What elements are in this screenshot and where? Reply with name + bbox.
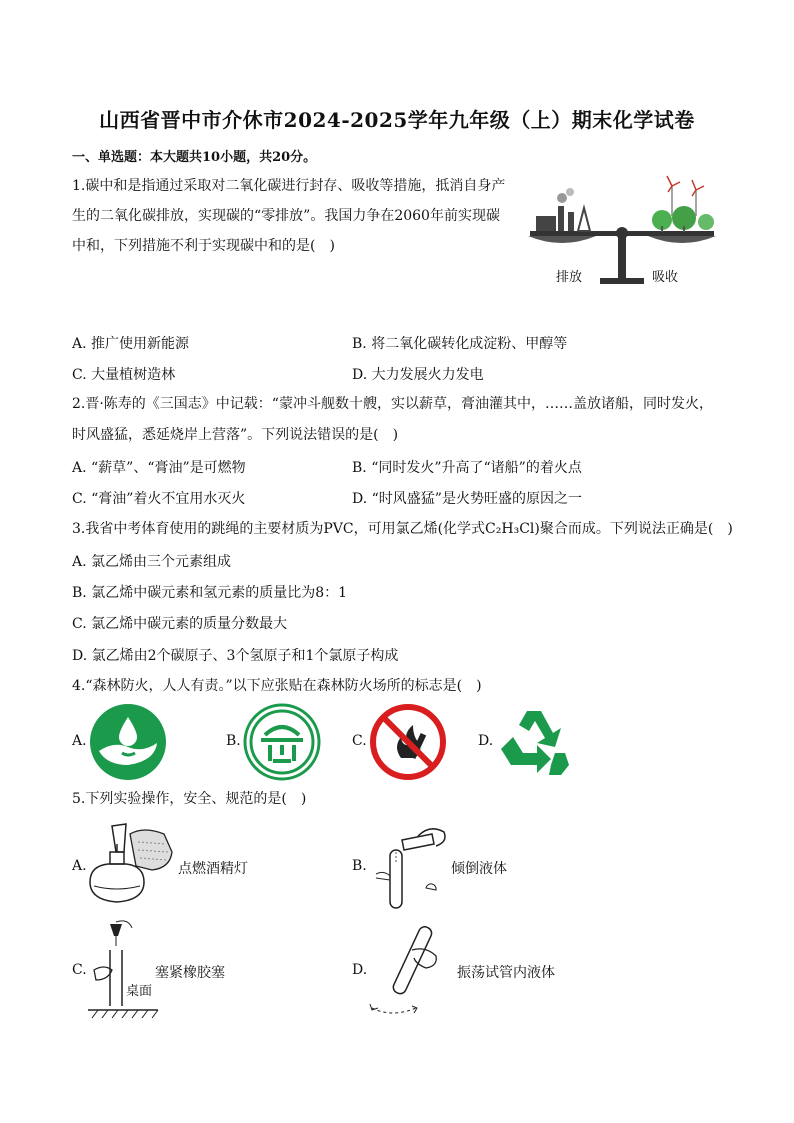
q3-option-b[interactable]: B. 氯乙烯中碳元素和氢元素的质量比为8：1 bbox=[72, 585, 348, 601]
q1-line-3: 中和，下列措施不利于实现碳中和的是( ) bbox=[72, 238, 335, 254]
q5-option-c-label: 塞紧橡胶塞 bbox=[155, 965, 225, 981]
q2-option-d[interactable]: D. “时风盛猛”是火势旺盛的原因之一 bbox=[352, 491, 582, 507]
q5-option-b-letter[interactable]: B. bbox=[352, 858, 367, 874]
q1-line-2: 生的二氧化碳排放，实现碳的“零排放”。我国力争在2060年前实现碳 bbox=[72, 208, 500, 224]
carbon-balance-figure bbox=[522, 176, 722, 286]
q1-option-a[interactable]: A. 推广使用新能源 bbox=[72, 336, 190, 352]
exam-title: 山西省晋中市介休市2024-2025学年九年级（上）期末化学试卷 bbox=[99, 108, 695, 132]
q1-option-c[interactable]: C. 大量植树造林 bbox=[72, 367, 176, 383]
q1-line-1: 1.碳中和是指通过采取对二氧化碳进行封存、吸收等措施，抵消自身产 bbox=[72, 178, 506, 194]
q3-option-d[interactable]: D. 氯乙烯由2个碳原子、3个氢原子和1个氯原子构成 bbox=[72, 648, 399, 664]
q2-option-c[interactable]: C. “膏油”着火不宜用水灭火 bbox=[72, 491, 246, 507]
section-header: 一、单选题：本大题共10小题，共20分。 bbox=[72, 150, 317, 165]
recycle-sign-icon[interactable] bbox=[495, 703, 573, 785]
green-food-sign-icon[interactable] bbox=[243, 703, 321, 785]
q2-option-a[interactable]: A. “薪草”、“膏油”是可燃物 bbox=[72, 460, 246, 476]
q5-option-c-letter[interactable]: C. bbox=[72, 962, 87, 978]
q2-line-1: 2.晋·陈寿的《三国志》中记载：“蒙冲斗舰数十艘，实以薪草，膏油灌其中，……盖放诸船，同时发火， bbox=[72, 396, 713, 412]
q2-line-2: 时风盛猛，悉延烧岸上营落”。下列说法错误的是( ) bbox=[72, 427, 399, 443]
q5-option-b-label: 倾倒液体 bbox=[451, 861, 507, 877]
q2-option-b[interactable]: B. “同时发火”升高了“诸船”的着火点 bbox=[352, 460, 582, 476]
no-fire-sign-icon[interactable] bbox=[369, 703, 447, 785]
figure-label-emission: 排放 bbox=[556, 270, 583, 285]
q3-option-a[interactable]: A. 氯乙烯由三个元素组成 bbox=[72, 554, 232, 570]
q5-option-d-letter[interactable]: D. bbox=[352, 962, 368, 978]
q1-option-b[interactable]: B. 将二氧化碳转化成淀粉、甲醇等 bbox=[352, 336, 568, 352]
balance-scale-icon bbox=[522, 176, 722, 286]
q3-option-c[interactable]: C. 氯乙烯中碳元素的质量分数最大 bbox=[72, 616, 288, 632]
q5-option-a-letter[interactable]: A. bbox=[72, 858, 87, 874]
q4-option-d-label[interactable]: D. bbox=[478, 733, 494, 749]
q4-line: 4.“森林防火，人人有责。”以下应张贴在森林防火场所的标志是( ) bbox=[72, 678, 482, 694]
lighting-alcohol-lamp-figure bbox=[86, 822, 176, 916]
shaking-test-tube-figure bbox=[366, 922, 456, 1022]
q5-option-d-label: 振荡试管内液体 bbox=[457, 965, 555, 981]
figure-label-absorption: 吸收 bbox=[652, 270, 679, 285]
q3-line: 3.我省中考体育使用的跳绳的主要材质为PVC，可用氯乙烯(化学式C₂H₃Cl)聚合而成。下列说法正确是( ) bbox=[72, 521, 733, 537]
q1-option-d[interactable]: D. 大力发展火力发电 bbox=[352, 367, 484, 383]
q4-option-b-label[interactable]: B. bbox=[226, 733, 241, 749]
q5-line: 5.下列实验操作，安全、规范的是( ) bbox=[72, 791, 307, 807]
q5-option-a-label: 点燃酒精灯 bbox=[178, 861, 248, 877]
q5-option-c-table-label: 桌面 bbox=[126, 984, 153, 999]
water-saving-sign-icon[interactable] bbox=[89, 703, 167, 785]
q4-option-c-label[interactable]: C. bbox=[352, 733, 367, 749]
pouring-liquid-figure bbox=[370, 820, 450, 920]
q4-option-a-label[interactable]: A. bbox=[72, 733, 87, 749]
